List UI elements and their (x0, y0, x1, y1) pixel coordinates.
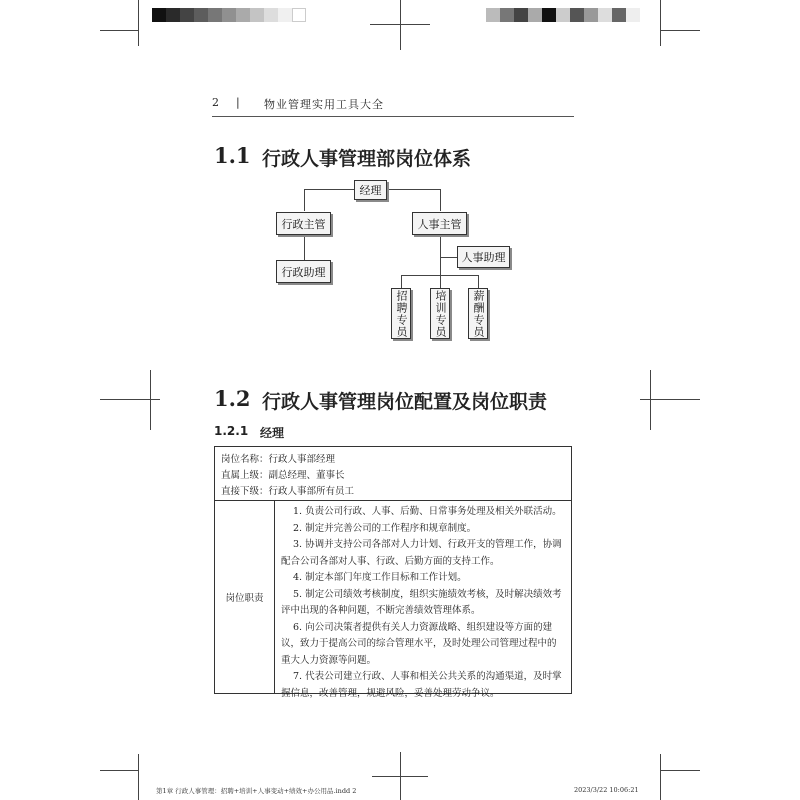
org-node-admin-assistant: 行政助理 (276, 260, 331, 283)
duty-item: 7. 代表公司建立行政、人事和相关公共关系的沟通渠道，及时掌握信息，改善管理，规避风险，妥善处理劳动争议。 (281, 671, 562, 699)
registration-mark (150, 370, 151, 430)
duties-list (281, 504, 563, 702)
section-number: 1.1 (214, 143, 251, 168)
org-node-training-specialist: 培训专员 (430, 288, 450, 339)
file-info: 第1章 行政人事管理：招聘+培训+人事变动+绩效+办公用品.indd 2 (156, 787, 357, 795)
connector (440, 275, 441, 288)
job-info-block (215, 447, 571, 501)
duty-item: 1. 负责公司行政、人事、后勤、日常事务处理及相关外联活动。 (293, 506, 562, 517)
crop-mark (660, 770, 700, 771)
connector (440, 235, 441, 275)
section-number: 1.2 (214, 386, 251, 411)
header-separator: | (236, 96, 240, 109)
subsection-title: 经理 (260, 426, 285, 440)
registration-mark (372, 776, 428, 777)
connector (478, 275, 479, 288)
direct-superior: 直属上级：副总经理、董事长 (221, 470, 345, 481)
org-node-manager: 经理 (354, 180, 387, 200)
registration-mark (370, 24, 430, 25)
org-node-recruiting-specialist: 招聘专员 (391, 288, 411, 339)
connector (387, 189, 440, 190)
org-node-admin-supervisor: 行政主管 (276, 212, 331, 235)
connector (440, 257, 457, 258)
color-calibration-bar-right (486, 8, 640, 22)
connector (304, 235, 305, 260)
registration-mark (400, 0, 401, 50)
page-number: 2 (212, 96, 219, 109)
duty-item: 3. 协调并支持公司各部对人力计划、行政开支的管理工作，协调配合公司各部对人事、行政、后勤方面的支持工作。 (281, 539, 562, 567)
crop-mark (660, 30, 700, 31)
job-description-table (214, 446, 572, 699)
crop-mark (138, 0, 139, 46)
section-title: 行政人事管理部岗位体系 (262, 148, 472, 170)
book-title: 物业管理实用工具大全 (264, 98, 384, 111)
org-node-hr-assistant: 人事助理 (457, 246, 510, 268)
duty-item: 4. 制定本部门年度工作目标和工作计划。 (293, 572, 467, 583)
registration-mark (640, 399, 700, 400)
position-name: 岗位名称：行政人事部经理 (221, 454, 336, 465)
duty-item: 2. 制定并完善公司的工作程序和规章制度。 (293, 522, 477, 534)
registration-mark (650, 370, 651, 430)
org-node-salary-specialist: 薪酬专员 (468, 288, 488, 339)
direct-subordinates: 直接下级：行政人事部所有员工 (221, 486, 355, 497)
connector (304, 189, 305, 211)
registration-mark (100, 399, 160, 400)
subsection-number: 1.2.1 (214, 424, 249, 438)
color-calibration-bar-left (152, 8, 306, 22)
crop-mark (660, 0, 661, 46)
org-node-hr-supervisor: 人事主管 (412, 212, 467, 235)
section-title: 行政人事管理岗位配置及岗位职责 (262, 391, 548, 413)
duty-item: 5. 制定公司绩效考核制度，组织实施绩效考核，及时解决绩效考评中出现的各种问题，不断完善绩效管理体系。 (281, 588, 562, 616)
crop-mark (100, 770, 138, 771)
duties-label: 岗位职责 (215, 501, 275, 693)
duty-item: 6. 向公司决策者提供有关人力资源战略、组织建设等方面的建议，致力于提高公司的综合管理水平，及时处理公司管理过程中的重大人力资源等问题。 (281, 621, 557, 666)
connector (304, 189, 357, 190)
crop-mark (660, 754, 661, 800)
crop-mark (100, 30, 138, 31)
crop-mark (138, 754, 139, 800)
connector (440, 189, 441, 211)
print-timestamp: 2023/3/22 10:06:21 (574, 786, 639, 794)
connector (401, 275, 402, 288)
header-rule (212, 116, 574, 117)
